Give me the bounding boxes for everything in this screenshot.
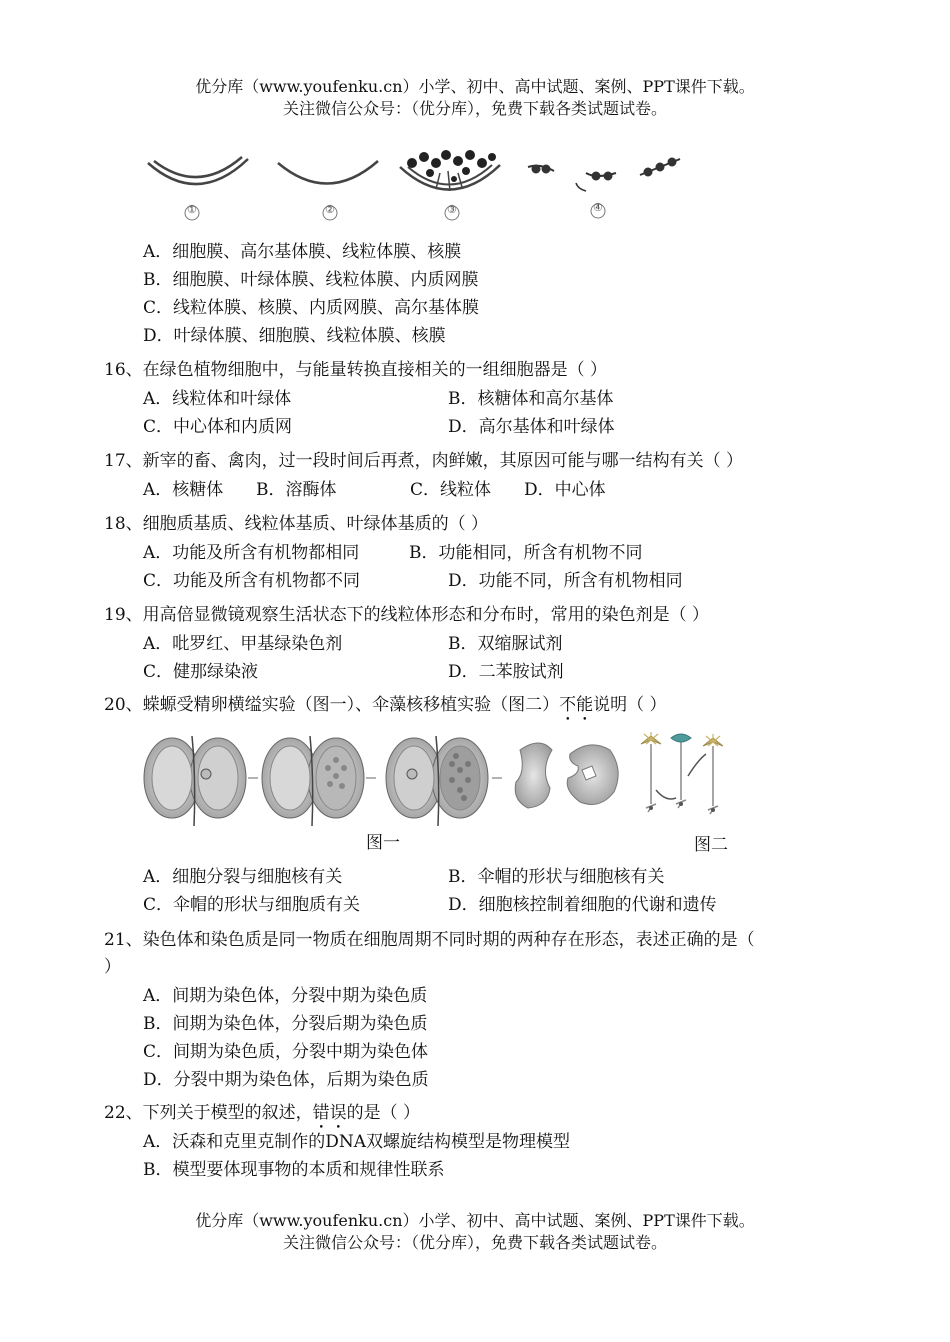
figure-1-caption: 图一 <box>366 833 400 853</box>
q19-option-a: A．吡罗红、甲基绿染色剂 <box>143 634 343 654</box>
membrane-figure <box>140 145 700 230</box>
q20-stem-emphasis: 不能 <box>559 695 594 715</box>
q20-stem-pre: 20、蝾螈受精卵横缢实验（图一）、伞藻核移植实验（图二） <box>104 695 560 715</box>
membrane-label-2: ② <box>325 203 335 216</box>
membrane-label-4: ④ <box>593 201 603 214</box>
q17-option-b: B．溶酶体 <box>256 480 337 500</box>
figure-2-caption: 图二 <box>694 835 728 855</box>
q18-stem: 18、细胞质基质、线粒体基质、叶绿体基质的（ ） <box>104 514 489 534</box>
q16-stem: 16、在绿色植物细胞中，与能量转换直接相关的一组细胞器是（ ） <box>104 360 608 380</box>
q16-option-c: C．中心体和内质网 <box>143 417 293 437</box>
membrane-1-double <box>148 157 248 184</box>
figure-1-salamander-experiment <box>140 730 630 830</box>
egg-stage-3 <box>386 736 488 826</box>
membrane-label-3: ③ <box>447 203 457 216</box>
egg-stage-2 <box>262 736 364 826</box>
membrane-2-single <box>278 161 378 184</box>
q17-option-a: A．核糖体 <box>143 480 224 500</box>
q20-stem <box>104 693 667 725</box>
q19-option-c: C．健那绿染液 <box>143 662 259 682</box>
q22-stem-post: 的是（ ） <box>346 1103 421 1123</box>
footer-line-1: 优分库（www.youfenku.cn）小学、初中、高中试题、案例、PPT课件下载。 <box>195 1211 755 1230</box>
q20-option-c: C．伞帽的形状与细胞质有关 <box>143 895 361 915</box>
q16-option-d: D．高尔基体和叶绿体 <box>448 417 615 437</box>
q19-stem: 19、用高倍显微镜观察生活状态下的线粒体形态和分布时，常用的染色剂是（ ） <box>104 605 710 625</box>
q15-option-a: A．细胞膜、高尔基体膜、线粒体膜、核膜 <box>143 242 462 262</box>
q15-option-d: D．叶绿体膜、细胞膜、线粒体膜、核膜 <box>143 326 446 346</box>
q17-option-d: D．中心体 <box>524 480 606 500</box>
q21-stem: 21、染色体和染色质是同一物质在细胞周期不同时期的两种存在形态，表述正确的是（ <box>104 930 755 950</box>
q20-option-d: D．细胞核控制着细胞的代谢和遗传 <box>448 895 717 915</box>
q20-option-a: A．细胞分裂与细胞核有关 <box>143 867 343 887</box>
q20-option-b: B．伞帽的形状与细胞核有关 <box>448 867 665 887</box>
q18-option-a: A．功能及所含有机物都相同 <box>143 543 360 563</box>
q17-option-c: C．线粒体 <box>410 480 492 500</box>
egg-stage-1 <box>144 736 246 826</box>
q19-option-b: B．双缩脲试剂 <box>448 634 563 654</box>
q22-stem-pre: 22、下列关于模型的叙述， <box>104 1103 313 1123</box>
q16-option-a: A．线粒体和叶绿体 <box>143 389 292 409</box>
q20-stem-post: 说明（ ） <box>593 695 667 715</box>
page-header <box>0 76 950 120</box>
q15-option-b: B．细胞膜、叶绿体膜、线粒体膜、内质网膜 <box>143 270 479 290</box>
q22-option-a: A．沃森和克里克制作的DNA双螺旋结构模型是物理模型 <box>143 1132 571 1152</box>
header-line-1: 优分库（www.youfenku.cn）小学、初中、高中试题、案例、PPT课件下载。 <box>195 77 755 96</box>
q18-option-c: C．功能及所含有机物都不同 <box>143 571 361 591</box>
q18-option-d: D．功能不同，所含有机物相同 <box>448 571 683 591</box>
q21-option-a: A．间期为染色体，分裂中期为染色质 <box>143 986 428 1006</box>
membrane-3-with-particles <box>400 150 500 191</box>
q16-option-b: B．核糖体和高尔基体 <box>448 389 614 409</box>
footer-line-2: 关注微信公众号：（优分库），免费下载各类试题试卷。 <box>282 1233 667 1252</box>
membrane-4-fragments <box>528 159 680 192</box>
page-footer <box>0 1210 950 1254</box>
q15-option-c: C．线粒体膜、核膜、内质网膜、高尔基体膜 <box>143 298 480 318</box>
q21-option-c: C．间期为染色质，分裂中期为染色体 <box>143 1042 429 1062</box>
q21-option-d: D．分裂中期为染色体，后期为染色质 <box>143 1070 429 1090</box>
figure-2-acetabularia-experiment <box>636 730 731 820</box>
q21-option-b: B．间期为染色体，分裂后期为染色质 <box>143 1014 428 1034</box>
q22-stem-emphasis: 错误 <box>312 1103 347 1123</box>
q18-option-b: B．功能相同，所含有机物不同 <box>409 543 643 563</box>
embryo-1 <box>515 743 552 808</box>
q22-option-b: B．模型要体现事物的本质和规律性联系 <box>143 1160 445 1180</box>
header-line-2: 关注微信公众号：（优分库），免费下载各类试题试卷。 <box>282 99 667 118</box>
membrane-label-1: ① <box>187 203 197 216</box>
q17-stem: 17、新宰的畜、禽肉，过一段时间后再煮，肉鲜嫩，其原因可能与哪一结构有关（ ） <box>104 451 744 471</box>
q21-stem-tail: ） <box>104 957 121 977</box>
q19-option-d: D．二苯胺试剂 <box>448 662 564 682</box>
q22-stem <box>104 1101 420 1133</box>
